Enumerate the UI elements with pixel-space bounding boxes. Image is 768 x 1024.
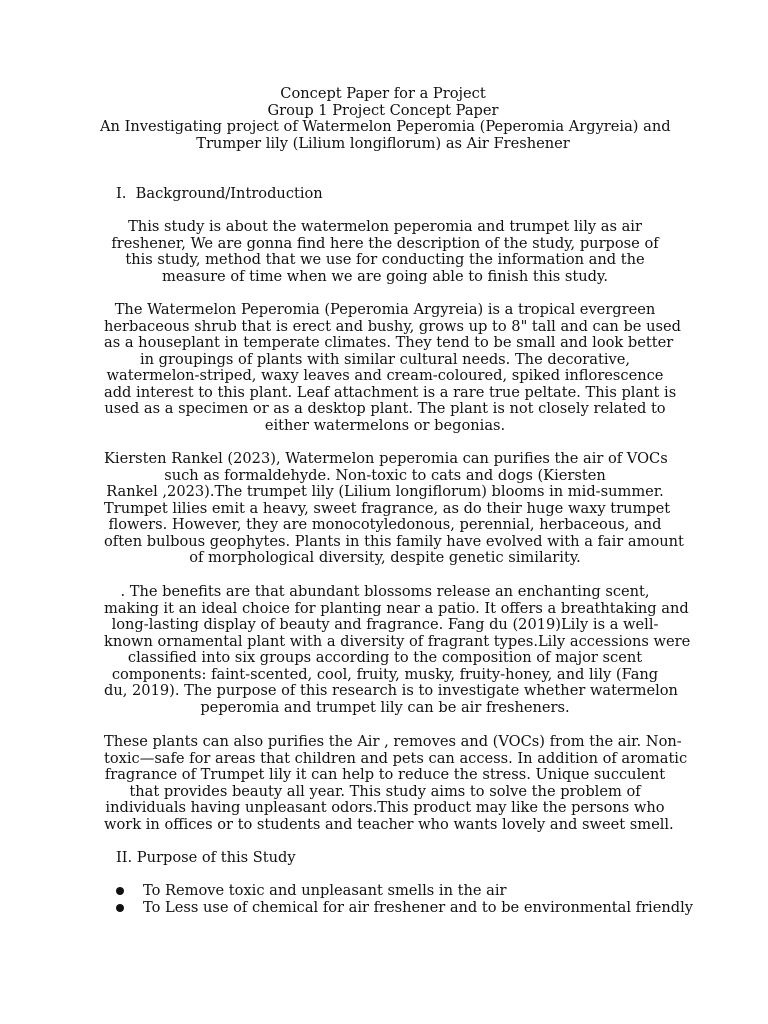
paragraph-line: flowers. However, they are monocotyledonous, perennial, herbaceous, and [108, 516, 662, 533]
list-item [116, 883, 676, 900]
paragraph-line: Rankel ,2023).The trumpet lily (Lilium longiflorum) blooms in mid-summer. [106, 483, 664, 500]
paragraph-line: The Watermelon Peperomia (Peperomia Argyreia) is a tropical evergreen [114, 301, 656, 318]
list-item-text: To Less use of chemical for air freshener and to be environmental friendly [143, 898, 694, 916]
paragraph-line: add interest to this plant. Leaf attachment is a rare true peltate. This plant is [104, 383, 677, 401]
paragraph-line: components: faint-scented, cool, fruity, musky, fruity-honey, and lily (Fang [111, 665, 659, 683]
bullet-icon [116, 904, 124, 912]
paragraph-line: herbaceous shrub that is erect and bushy, grows up to 8" tall and can be used [104, 317, 681, 335]
paragraph-line: . The benefits are that abundant blossoms release an enchanting scent, [120, 583, 650, 600]
purpose-bullet-list [116, 882, 694, 916]
paragraph-watermelon-peperomia [104, 301, 681, 434]
paragraph-purifies-air [104, 733, 688, 833]
paragraph-line: work in offices or to students and teacher who wants lovely and sweet smell. [104, 815, 674, 833]
bullet-icon [116, 887, 124, 895]
paragraph-line: These plants can also purifies the Air , removes and (VOCs) from the air. Non- [104, 733, 682, 750]
paragraph-line: This study is about the watermelon peperomia and trumpet lily as air [128, 218, 642, 235]
paragraph-benefits [104, 583, 691, 716]
paragraph-line: peperomia and trumpet lily can be air fresheners. [200, 698, 570, 716]
list-item-text: To Remove toxic and unpleasant smells in the air [143, 882, 507, 899]
paragraph-line: that provides beauty all year. This study aims to solve the problem of [129, 782, 641, 800]
paragraph-line: such as formaldehyde. Non-toxic to cats and dogs (Kiersten [164, 466, 606, 484]
paragraph-rankel [104, 450, 684, 567]
paragraph-line: making it an ideal choice for planting near a patio. It offers a breathtaking and [104, 599, 689, 617]
paragraph-line: this study, method that we use for conducting the information and the [125, 251, 645, 268]
title-line: Trumper lily (Lilium longiflorum) as Air Freshener [196, 134, 570, 152]
paragraph-line: Trumpet lilies emit a heavy, sweet fragrance, as do their huge waxy trumpet [104, 499, 671, 517]
title-line: An Investigating project of Watermelon Peperomia (Peperomia Argyreia) and [100, 118, 671, 135]
paragraph-intro [104, 219, 666, 285]
paragraph-line: freshener, We are gonna find here the description of the study, purpose of [111, 234, 659, 252]
title-line: Concept Paper for a Project [280, 85, 486, 102]
paragraph-line: as a houseplant in temperate climates. They tend to be small and look better [104, 334, 674, 351]
paragraph-line: Kiersten Rankel (2023), Watermelon peperomia can purifies the air of VOCs [104, 450, 668, 467]
paragraph-line: often bulbous geophytes. Plants in this family have evolved with a fair amount [104, 532, 684, 550]
title-line: Group 1 Project Concept Paper [267, 101, 499, 119]
paragraph-line: of morphological diversity, despite genetic similarity. [189, 549, 581, 566]
paragraph-line: watermelon-striped, waxy leaves and cream-coloured, spiked inflorescence [106, 367, 664, 384]
section-heading-purpose: II. Purpose of this Study [116, 849, 296, 866]
title-block [100, 85, 671, 152]
section-heading-background: I. Background/Introduction [116, 185, 323, 202]
paragraph-line: toxic—safe for areas that children and pets can access. In addition of aromatic [104, 749, 688, 767]
paragraph-line: measure of time when we are going able to finish this study. [162, 267, 608, 285]
paragraph-line: individuals having unpleasant odors.This product may like the persons who [105, 799, 665, 816]
paragraph-line: long-lasting display of beauty and fragrance. Fang du (2019)Lily is a well- [111, 616, 659, 633]
list-item [116, 898, 694, 917]
paragraph-line: used as a specimen or as a desktop plant. The plant is not closely related to [104, 400, 666, 417]
paragraph-line: fragrance of Trumpet lily it can help to reduce the stress. Unique succulent [104, 766, 666, 783]
paragraph-line: in groupings of plants with similar cultural needs. The decorative, [139, 350, 631, 368]
paragraph-line: classified into six groups according to the composition of major scent [127, 649, 643, 666]
paragraph-line: du, 2019). The purpose of this research is to investigate whether watermelon [104, 682, 678, 699]
paragraph-line: known ornamental plant with a diversity of fragrant types.Lily accessions were [104, 632, 691, 650]
paragraph-line: either watermelons or begonias. [264, 416, 506, 434]
